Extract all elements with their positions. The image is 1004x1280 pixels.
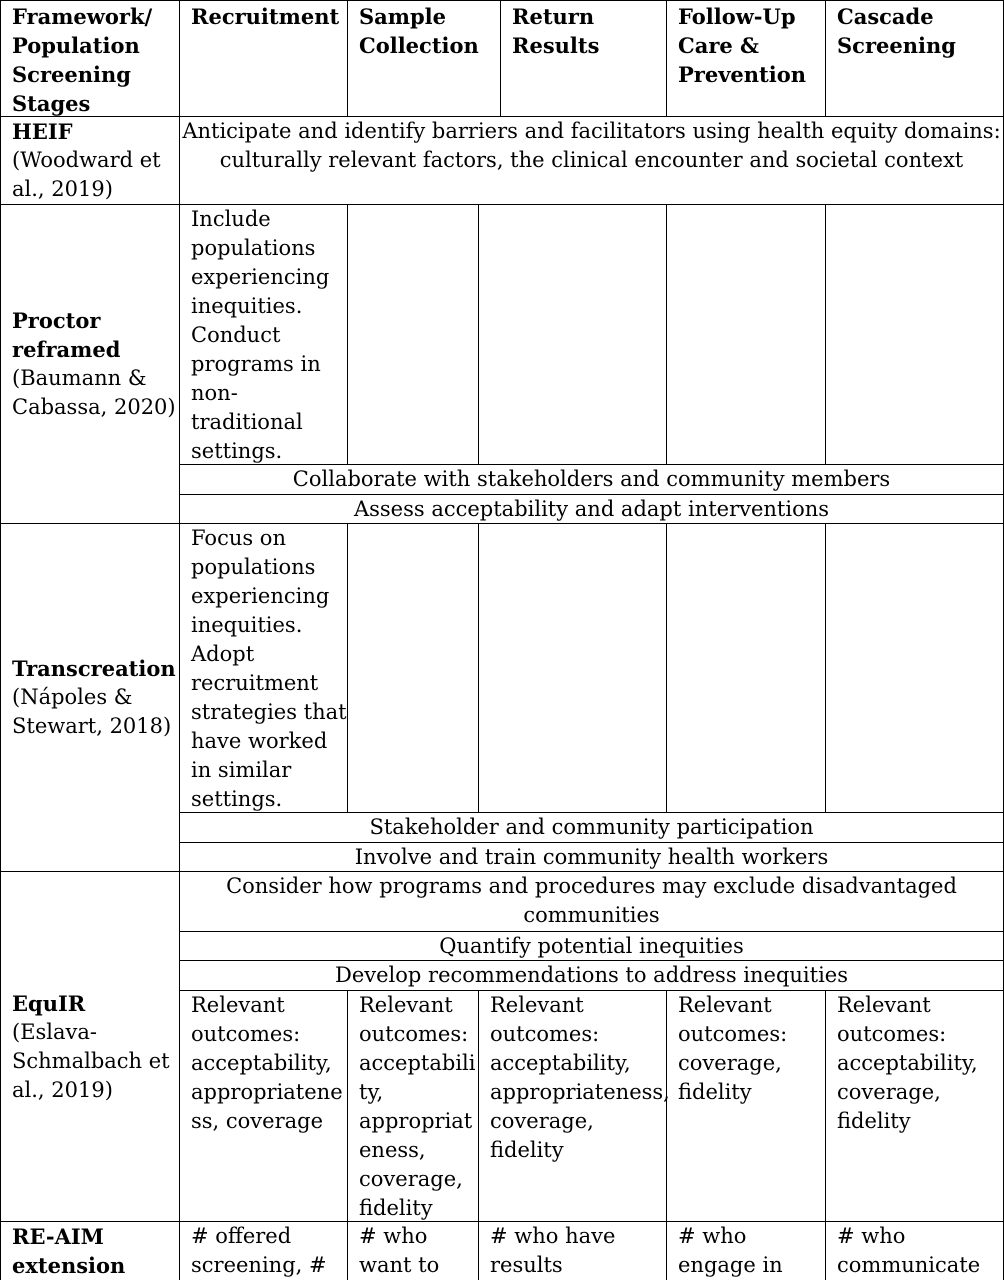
equir-recruitment: Relevant outcomes: acceptability, appropriatene ss, coverage	[191, 993, 343, 1133]
reaim-cascade: # who communicate	[837, 1224, 981, 1277]
heif-span-text: Anticipate and identify barriers and facilitators using health equity domains: culturally relevant factors, the clinical encounter and societal context	[182, 119, 1001, 172]
row-heif-label	[1, 117, 179, 204]
equir-span-develop: Develop recommendations to address inequities	[335, 963, 848, 987]
equir-return-results: Relevant outcomes: acceptability, appropriateness, coverage, fidelity	[490, 993, 670, 1162]
header-framework: Framework/ Population Screening Stages	[12, 4, 153, 116]
framework-citation-transcreation: (Nápoles & Stewart, 2018)	[12, 685, 172, 738]
header-sample-collection: Sample Collection	[359, 4, 479, 58]
equir-cascade: Relevant outcomes: acceptability, coverage, fidelity	[837, 993, 978, 1133]
transcreation-recruitment: Focus on populations experiencing inequities. Adopt recruitment strategies that have worked in similar settings.	[191, 526, 347, 811]
reaim-follow-up: # who engage in	[678, 1224, 783, 1277]
header-recruitment: Recruitment	[191, 4, 340, 29]
reaim-return-results: # who have results	[490, 1224, 616, 1277]
reaim-recruitment: # offered screening, #	[191, 1224, 327, 1277]
row-equir-label	[1, 872, 179, 1221]
framework-name-transcreation: Transcreation	[12, 656, 176, 681]
framework-citation-equir: (Eslava- Schmalbach et al., 2019)	[12, 1019, 170, 1102]
framework-name-reaim: RE-AIM extension	[12, 1224, 126, 1278]
framework-name-proctor: Proctor reframed	[12, 308, 121, 362]
transcreation-span-chw: Involve and train community health workers	[354, 845, 829, 869]
equir-follow-up: Relevant outcomes: coverage, fidelity	[678, 993, 788, 1104]
equir-span-quantify: Quantify potential inequities	[439, 934, 744, 958]
header-return-results: Return Results	[512, 4, 600, 58]
framework-citation-proctor: (Baumann & Cabassa, 2020)	[12, 366, 176, 419]
framework-name-heif: HEIF	[12, 119, 73, 144]
proctor-recruitment: Include populations experiencing inequities. Conduct programs in non- traditional settings.	[191, 207, 330, 463]
row-transcreation-label	[1, 524, 179, 871]
proctor-span-assess: Assess acceptability and adapt interventions	[353, 497, 830, 521]
equir-sample-collection: Relevant outcomes: acceptabili ty, appropriat eness, coverage, fidelity	[359, 993, 476, 1220]
reaim-sample-collection: # who want to	[359, 1224, 440, 1277]
proctor-span-collaborate: Collaborate with stakeholders and community members	[292, 467, 891, 491]
header-follow-up: Follow-Up Care & Prevention	[678, 4, 806, 87]
row-proctor-label	[1, 205, 179, 523]
transcreation-span-stakeholder: Stakeholder and community participation	[369, 815, 814, 839]
header-cascade-screening: Cascade Screening	[837, 4, 956, 58]
framework-name-equir: EquIR	[12, 990, 86, 1016]
equir-span-consider: Consider how programs and procedures may exclude disadvantaged communities	[226, 874, 957, 927]
framework-citation-heif: (Woodward et al., 2019)	[12, 148, 161, 201]
